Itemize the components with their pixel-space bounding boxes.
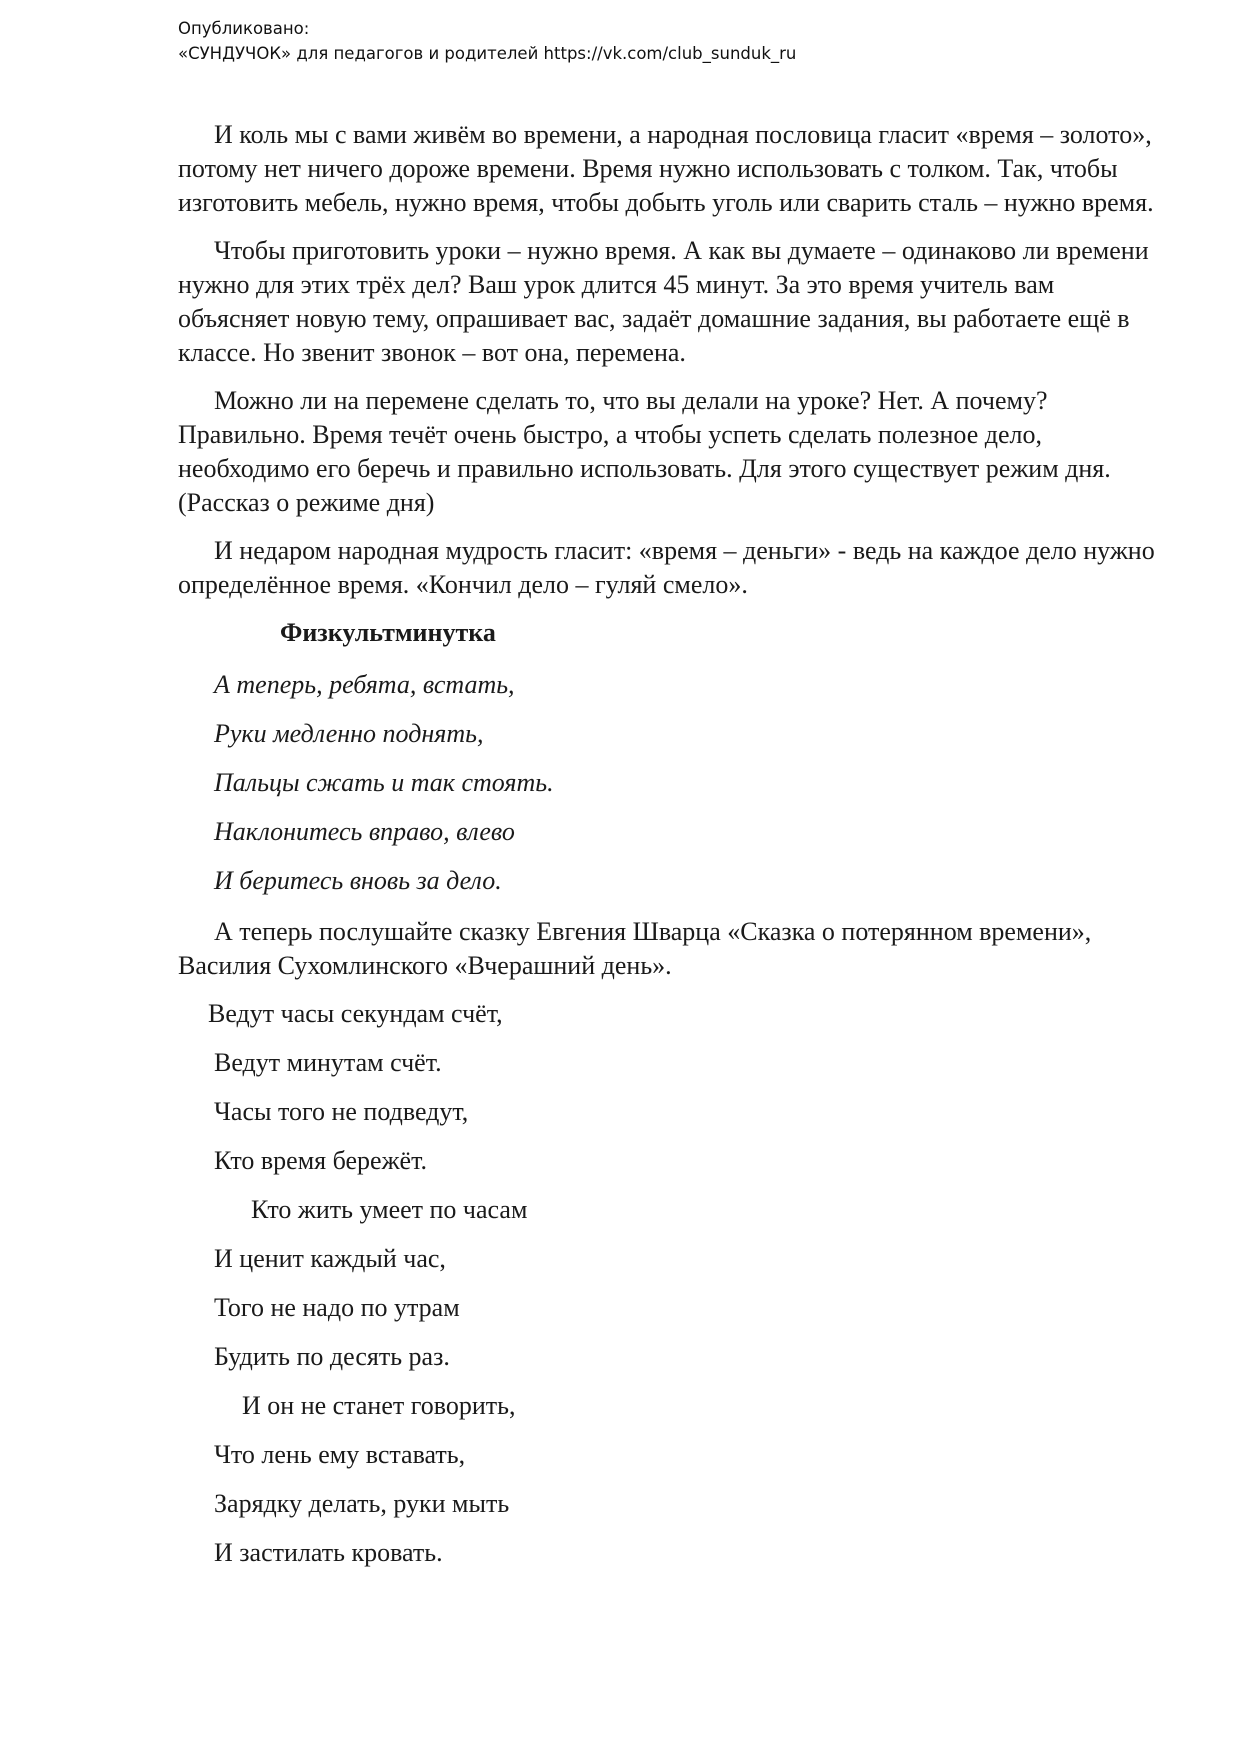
- poem-line: И он не станет говорить,: [242, 1391, 516, 1420]
- poem-line: Зарядку делать, руки мыть: [214, 1489, 510, 1518]
- poem-line: Ведут минутам счёт.: [214, 1048, 442, 1077]
- exercise-poem: [178, 668, 1168, 913]
- section-heading-exercise: Физкультминутка: [280, 618, 496, 647]
- header-source-line: «СУНДУЧОК» для педагогов и родителей https://vk.com/club_sunduk_ru: [178, 44, 797, 63]
- poem-line: И ценит каждый час,: [214, 1244, 446, 1273]
- paragraph-story: А теперь послушайте сказку Евгения Шварца «Сказка о потерянном времени», Василия Сухомлинского «Вчерашний день».: [178, 917, 1092, 980]
- poem-line: Кто время бережёт.: [214, 1146, 427, 1175]
- exercise-poem-line: Руки медленно поднять,: [214, 719, 484, 748]
- poem-line: Будить по десять раз.: [214, 1342, 450, 1371]
- paragraph-lessons: Чтобы приготовить уроки – нужно время. А как вы думаете – одинаково ли времени нужно для этих трёх дел? Ваш урок длится 45 минут. За это время учитель вам объясняет новую тему, опрашивает вас, задаёт домашние задания, вы работаете ещё в классе. Но звенит звонок – вот она, перемена.: [178, 236, 1149, 367]
- poem-line: Часы того не подведут,: [214, 1097, 469, 1126]
- poem-line: Того не надо по утрам: [214, 1293, 460, 1322]
- poem-line: Ведут часы секундам счёт,: [208, 999, 503, 1028]
- exercise-poem-line: Пальцы сжать и так стоять.: [214, 768, 554, 797]
- paragraph-time-gold: И коль мы с вами живём во времени, а народная пословица гласит «время – золото», потому нет ничего дороже времени. Время нужно использовать с толком. Так, чтобы изготовить мебель, нужно время, чтобы добыть уголь или сварить сталь – нужно время.: [178, 120, 1154, 217]
- poem-line: И застилать кровать.: [214, 1538, 443, 1567]
- exercise-poem-line: Наклонитесь вправо, влево: [214, 817, 515, 846]
- poem-line: Кто жить умеет по часам: [251, 1195, 528, 1224]
- document-body: [178, 118, 1168, 1585]
- header-published-label: Опубликовано:: [178, 19, 310, 38]
- clock-poem: [178, 997, 1168, 1585]
- paragraph-time-money: И недаром народная мудрость гласит: «время – деньги» - ведь на каждое дело нужно определённое время. «Кончил дело – гуляй смело».: [178, 536, 1155, 599]
- exercise-poem-line: А теперь, ребята, встать,: [214, 670, 515, 699]
- paragraph-break: Можно ли на перемене сделать то, что вы делали на уроке? Нет. А почему? Правильно. Время течёт очень быстро, а чтобы успеть сделать полезное дело, необходимо его беречь и правильно использовать. Для этого существует режим дня. (Рассказ о режиме дня): [178, 386, 1111, 517]
- publication-header: [178, 16, 796, 66]
- exercise-poem-line: И беритесь вновь за дело.: [214, 866, 502, 895]
- poem-line: Что лень ему вставать,: [214, 1440, 466, 1469]
